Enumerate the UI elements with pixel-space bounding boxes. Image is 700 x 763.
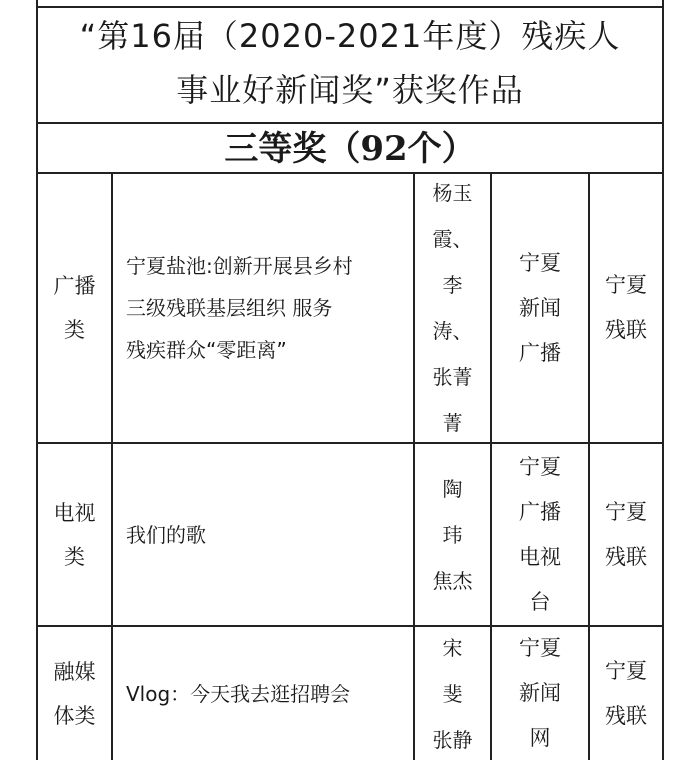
submitter-cell (590, 444, 662, 625)
submitter: 宁夏 残联 (605, 658, 647, 728)
authors: 陶 玮 焦杰 (432, 476, 473, 593)
authors: 杨玉 霞、 李 涛、 张菁 菁 (432, 181, 473, 435)
work-title-cell (113, 174, 413, 442)
page-title-line-1: “第16届（2020-2021年度）残疾人 (79, 17, 621, 55)
submitter: 宁夏 残联 (605, 273, 647, 342)
table-row (38, 627, 111, 760)
authors-cell (415, 627, 490, 760)
table-top-border (36, 6, 664, 8)
page-title-line-2: 事业好新闻奖”获奖作品 (176, 71, 524, 109)
publisher-cell (492, 627, 588, 760)
submitter-cell (590, 627, 662, 760)
work-title-cell (113, 627, 413, 760)
category-cell: 广播 类 (53, 274, 96, 342)
table-row (38, 444, 111, 625)
authors: 宋 斐 张静 (432, 635, 473, 752)
title-divider (36, 122, 664, 124)
table-row (38, 174, 111, 442)
authors-cell (415, 174, 490, 442)
publisher-cell (492, 444, 588, 625)
publisher-cell (492, 174, 588, 442)
category-cell: 电视 类 (53, 500, 96, 569)
authors-cell (415, 444, 490, 625)
award-level-heading: 三等奖（92个） (224, 129, 476, 169)
category-cell: 融媒 体类 (53, 659, 96, 728)
work-title: Vlog：今天我去逛招聘会 (126, 681, 351, 706)
publisher: 宁夏 新闻 网 (519, 636, 561, 750)
work-title: 我们的歌 (126, 522, 206, 547)
submitter-cell (590, 174, 662, 442)
publisher: 宁夏 广播 电视 台 (519, 454, 561, 614)
work-title: 宁夏盐池:创新开展县乡村 三级残联基层组织 服务 残疾群众“零距离” (126, 254, 353, 362)
publisher: 宁夏 新闻 广播 (519, 250, 561, 365)
submitter: 宁夏 残联 (605, 499, 647, 569)
work-title-cell (113, 444, 413, 625)
